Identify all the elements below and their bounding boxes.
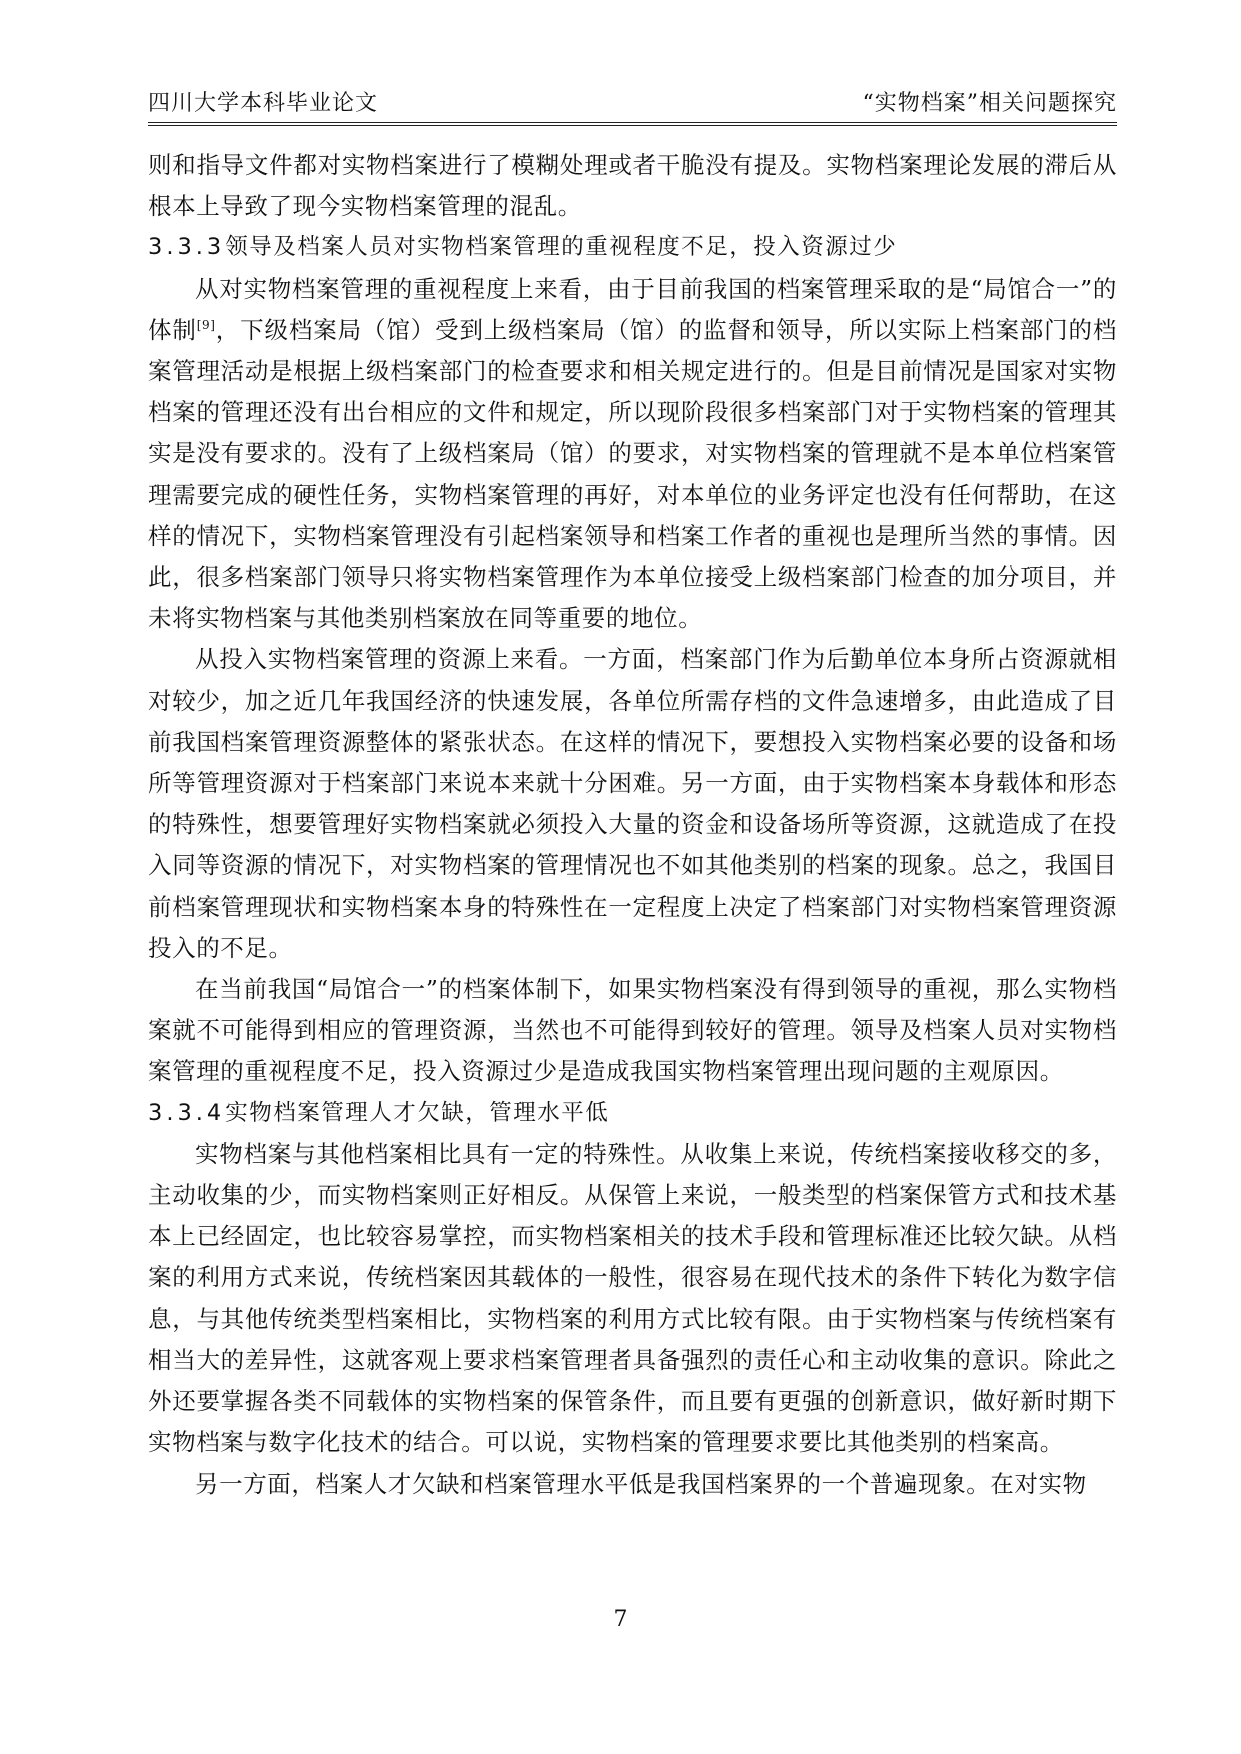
header-thesis-label: 四川大学本科毕业论文 (148, 91, 379, 116)
header-rule (148, 122, 1117, 123)
section-number: 3.3.3 (148, 234, 226, 261)
paragraph: 在当前我国“局馆合一”的档案体制下，如果实物档案没有得到领导的重视，那么实物档案就不可能得到相应的管理资源，当然也不可能得到较好的管理。领导及档案人员对实物档案管理的重视程度不足，投入资源过少是造成我国实物档案管理出现问题的主观原因。 (148, 975, 1117, 1086)
section-heading-3-3-4 (148, 1093, 1117, 1134)
paragraph: 另一方面，档案人才欠缺和档案管理水平低是我国档案界的一个普遍现象。在对实物 (195, 1469, 1087, 1498)
page-number: 7 (613, 1607, 628, 1632)
paragraph-text: ，下级档案局（馆）受到上级档案局（馆）的监督和领导，所以实际上档案部门的档案管理活动是根据上级档案部门的检查要求和相关规定进行的。但是目前情况是国家对实物档案的管理还没有出台相应的文件和规定，所以现阶段很多档案部门对于实物档案的管理其实是没有要求的。没有了上级档案局（馆）的要求，对实物档案的管理就不是本单位档案管理需要完成的硬性任务，实物档案管理的再好，对本单位的业务评定也没有任何帮助，在这样的情况下，实物档案管理没有引起档案领导和档案工作者的重视也是理所当然的事情。因此，很多档案部门领导只将实物档案管理作为本单位接受上级档案部门检查的加分项目，并未将实物档案与其他类别档案放在同等重要的地位。 (148, 315, 1117, 633)
section-heading-3-3-3 (148, 227, 1117, 268)
paragraph-text: 从对实物档案管理的重视程度上来看，由于目前我国的档案管理采取的是“局馆合一”的体制 (148, 274, 1117, 344)
citation-reference: [9] (196, 317, 216, 332)
paragraph (148, 269, 1117, 640)
header-rule-thin (148, 125, 1117, 126)
running-header (148, 84, 1117, 118)
paragraph: 实物档案与其他档案相比具有一定的特殊性。从收集上来说，传统档案接收移交的多，主动收集的少，而实物档案则正好相反。从保管上来说，一般类型的档案保管方式和技术基本上已经固定，也比较容易掌控，而实物档案相关的技术手段和管理标准还比较欠缺。从档案的利用方式来说，传统档案因其载体的一般性，很容易在现代技术的条件下转化为数字信息，与其他传统类型档案相比，实物档案的利用方式比较有限。由于实物档案与传统档案有相当大的差异性，这就客观上要求档案管理者具备强烈的责任心和主动收集的意识。除此之外还要掌握各类不同载体的实物档案的保管条件，而且要有更强的创新意识，做好新时期下实物档案与数字化技术的结合。可以说，实物档案的管理要求要比其他类别的档案高。 (148, 1139, 1117, 1457)
header-topic-title: “实物档案”相关问题探究 (862, 91, 1117, 116)
paragraph-continued: 则和指导文件都对实物档案进行了模糊处理或者干脆没有提及。实物档案理论发展的滞后从根本上导致了现今实物档案管理的混乱。 (148, 151, 1117, 221)
body-text (148, 145, 1117, 1505)
section-title: 实物档案管理人才欠缺，管理水平低 (225, 1099, 610, 1126)
section-title: 领导及档案人员对实物档案管理的重视程度不足，投入资源过少 (225, 234, 898, 261)
section-number: 3.3.4 (148, 1099, 226, 1126)
paragraph: 从投入实物档案管理的资源上来看。一方面，档案部门作为后勤单位本身所占资源就相对较少，加之近几年我国经济的快速发展，各单位所需存档的文件急速增多，由此造成了目前我国档案管理资源整体的紧张状态。在这样的情况下，要想投入实物档案必要的设备和场所等管理资源对于档案部门来说本来就十分困难。另一方面，由于实物档案本身载体和形态的特殊性，想要管理好实物档案就必须投入大量的资金和设备场所等资源，这就造成了在投入同等资源的情况下，对实物档案的管理情况也不如其他类别的档案的现象。总之，我国目前档案管理现状和实物档案本身的特殊性在一定程度上决定了档案部门对实物档案管理资源投入的不足。 (148, 645, 1117, 962)
